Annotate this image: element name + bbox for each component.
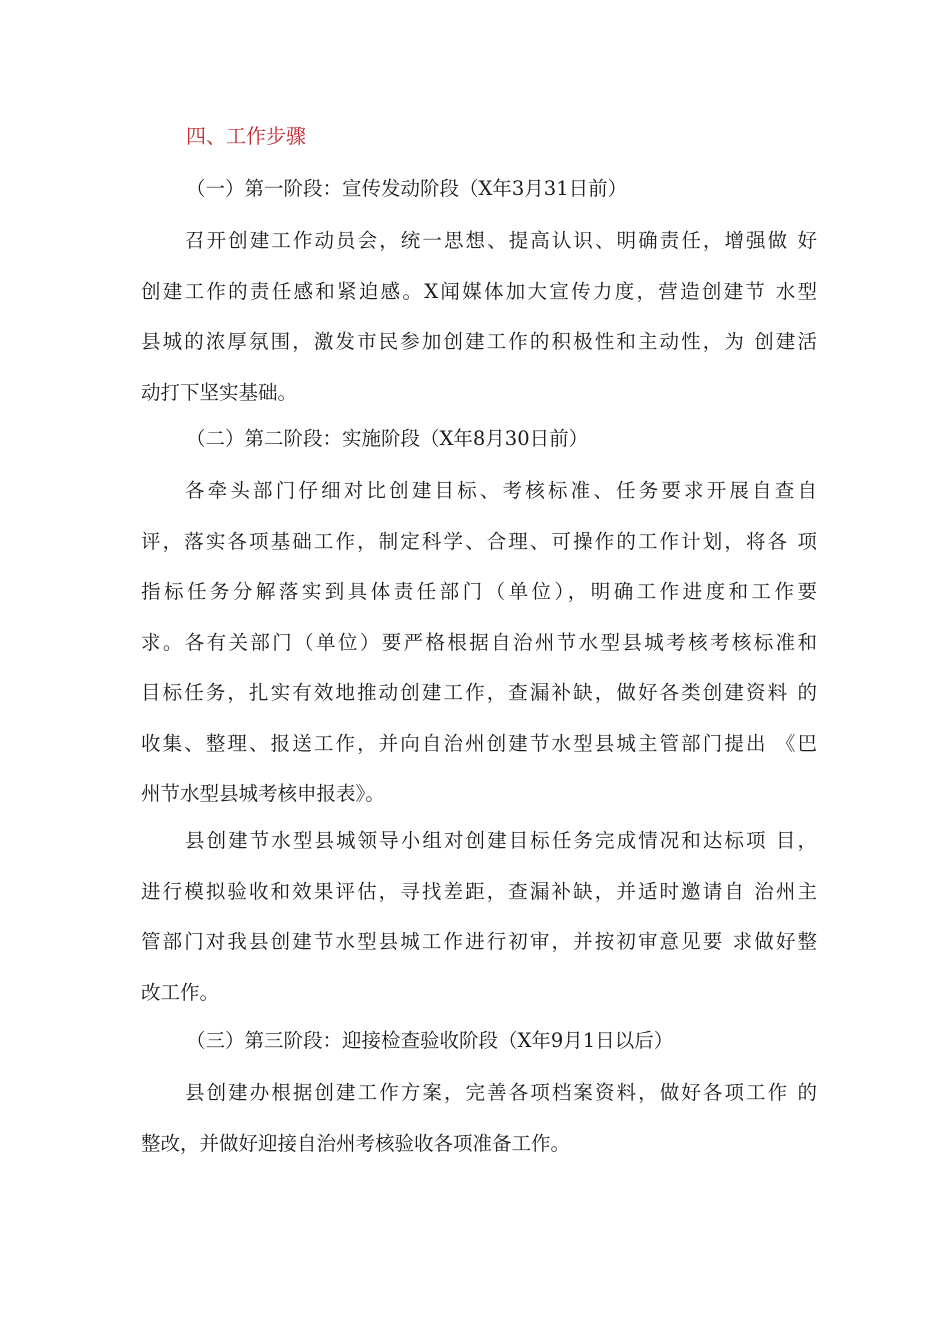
paragraph-line: 目标任务，扎实有效地推动创建工作，查漏补缺，做好各类创建资料 的 xyxy=(141,681,817,704)
stage1-title: （一）第一阶段：宣传发动阶段（X年3月31日前） xyxy=(186,177,628,200)
stage3-paragraph xyxy=(141,1068,817,1169)
paragraph-line: 召开创建工作动员会，统一思想、提高认识、明确责任，增强做 好 xyxy=(185,229,817,252)
paragraph-line: 管部门对我县创建节水型县城工作进行初审，并按初审意见要 求做好整 xyxy=(141,930,817,953)
paragraph-line: 指标任务分解落实到具体责任部门（单位），明确工作进度和工作要 xyxy=(141,580,817,603)
paragraph-line: 县创建节水型县城领导小组对创建目标任务完成情况和达标项 目， xyxy=(185,829,817,852)
paragraph-line: 整改，并做好迎接自治州考核验收各项准备工作。 xyxy=(141,1131,571,1155)
paragraph-line: 州节水型县城考核申报表》。 xyxy=(141,782,385,805)
paragraph-line: 县创建办根据创建工作方案，完善各项档案资料，做好各项工作 的 xyxy=(185,1081,817,1104)
paragraph-line: 评，落实各项基础工作，制定科学、合理、可操作的工作计划，将各 项 xyxy=(141,529,817,553)
section-heading: 四、工作步骤 xyxy=(186,124,306,148)
paragraph-line: 县城的浓厚氛围，激发市民参加创建工作的积极性和主动性，为 创建活 xyxy=(141,330,817,353)
paragraph-line: 各牵头部门仔细对比创建目标、考核标准、任务要求开展自查自 xyxy=(185,479,817,502)
paragraph-line: 求。各有关部门（单位）要严格根据自治州节水型县城考核考核标准和 xyxy=(141,630,817,654)
stage3-title: （三）第三阶段：迎接检查验收阶段（X年9月1日以后） xyxy=(186,1029,674,1052)
stage1-paragraph xyxy=(141,216,817,418)
paragraph-line: 进行模拟验收和效果评估，寻找差距，查漏补缺，并适时邀请自 治州主 xyxy=(141,879,817,903)
paragraph-line: 收集、整理、报送工作，并向自治州创建节水型县城主管部门提出 《巴 xyxy=(141,731,817,755)
stage2-title: （二）第二阶段：实施阶段（X年8月30日前） xyxy=(186,427,589,450)
stage2-paragraph-1 xyxy=(141,466,817,820)
paragraph-line: 创建工作的责任感和紧迫感。X闻媒体加大宣传力度，营造创建节 水型 xyxy=(141,279,817,303)
paragraph-line: 改工作。 xyxy=(141,980,220,1004)
paragraph-line: 动打下坚实基础。 xyxy=(141,380,298,404)
stage2-paragraph-2 xyxy=(141,816,817,1018)
